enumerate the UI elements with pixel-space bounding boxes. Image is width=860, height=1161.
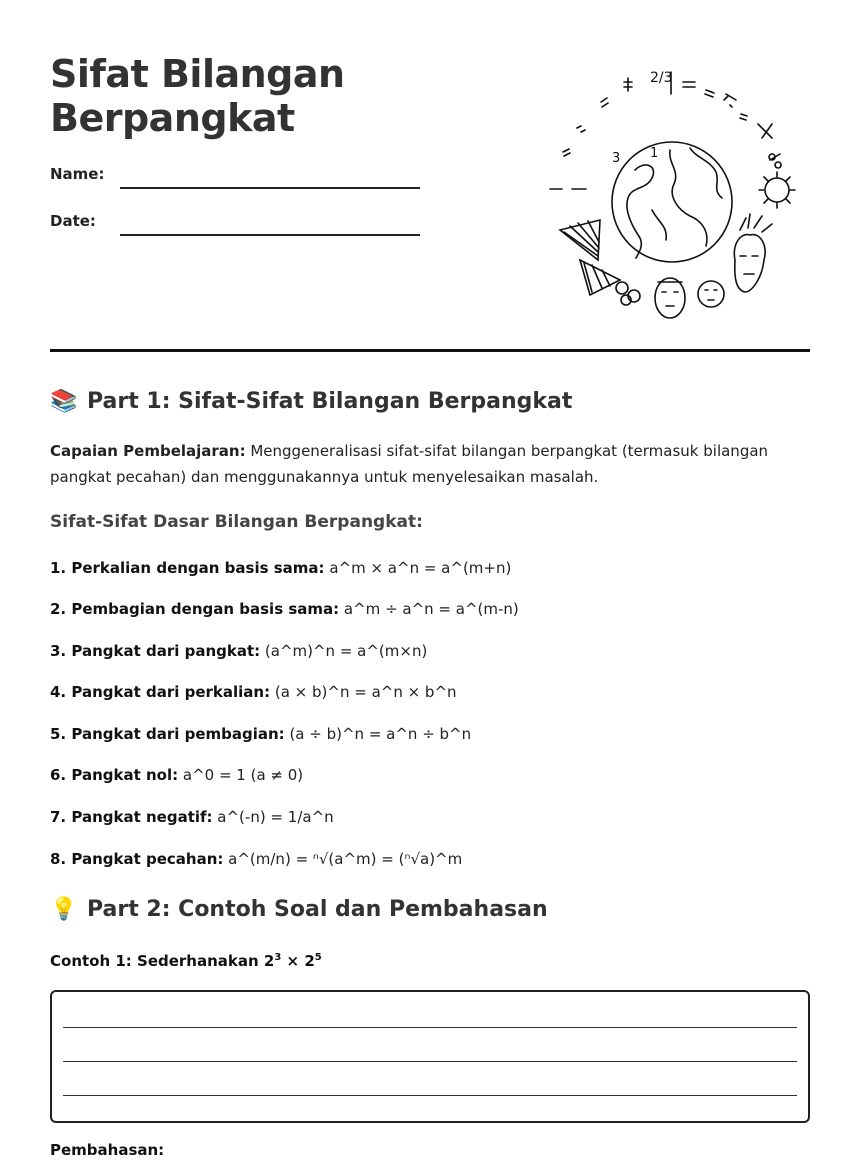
property-formula: (a × b)^n = a^n × b^n [270, 683, 457, 701]
part2-title: Part 2: Contoh Soal dan Pembahasan [87, 897, 548, 922]
property-label: 6. Pangkat nol: [50, 766, 179, 784]
example-1-mid: × 2 [281, 952, 315, 970]
header-divider [50, 349, 810, 352]
part2-heading [50, 897, 548, 922]
globe-icon [612, 142, 732, 262]
answer-box[interactable] [50, 990, 810, 1123]
numeral-label-1: 1 [650, 146, 659, 161]
answer-line[interactable] [63, 1061, 797, 1062]
property-label: 7. Pangkat negatif: [50, 808, 213, 826]
property-formula: a^0 = 1 (a ≠ 0) [178, 766, 304, 784]
answer-line[interactable] [63, 1095, 797, 1096]
fraction-label: 2/3 [650, 70, 673, 86]
example-1-exponent-a: 3 [274, 952, 282, 963]
property-formula: a^(m/n) = ⁿ√(a^m) = (ⁿ√a)^m [223, 850, 463, 868]
numeral-label-3: 3 [612, 151, 621, 166]
answer-line[interactable] [63, 1027, 797, 1028]
date-field[interactable] [120, 234, 420, 236]
property-item [50, 559, 511, 577]
property-item [50, 725, 471, 743]
property-item [50, 808, 334, 826]
part1-title: Part 1: Sifat-Sifat Bilangan Berpangkat [87, 389, 573, 414]
property-label: 5. Pangkat dari pembagian: [50, 725, 285, 743]
property-formula: a^m ÷ a^n = a^(m-n) [339, 600, 519, 618]
pembahasan-label: Pembahasan: [50, 1141, 165, 1159]
page-title [50, 52, 345, 140]
property-formula: a^m × a^n = a^(m+n) [324, 559, 512, 577]
capaian-text: Menggeneralisasi sifat-sifat bilangan berpangkat (termasuk bilangan pangkat pecahan) dan menggunakannya untuk menyelesaikan masalah. [50, 442, 769, 486]
globe-math-illustration [540, 60, 810, 325]
example-1-exponent-b: 5 [314, 952, 322, 963]
property-item [50, 642, 427, 660]
property-formula: (a^m)^n = a^(m×n) [260, 642, 428, 660]
property-label: 3. Pangkat dari pangkat: [50, 642, 261, 660]
title-line-2: Berpangkat [50, 96, 295, 140]
date-label: Date: [50, 212, 96, 230]
property-item [50, 600, 519, 618]
capaian-label: Capaian Pembelajaran: [50, 442, 246, 460]
title-line-1: Sifat Bilangan [50, 52, 345, 96]
property-item [50, 683, 457, 701]
property-formula: a^(-n) = 1/a^n [212, 808, 334, 826]
books-icon: 📚 [50, 389, 78, 414]
property-label: 2. Pembagian dengan basis sama: [50, 600, 340, 618]
name-label: Name: [50, 165, 105, 183]
part1-heading [50, 389, 572, 414]
property-label: 8. Pangkat pecahan: [50, 850, 224, 868]
name-field[interactable] [120, 187, 420, 189]
property-label: 4. Pangkat dari perkalian: [50, 683, 271, 701]
example-1-prefix: Contoh 1: Sederhanakan 2 [50, 952, 275, 970]
property-item [50, 766, 303, 784]
properties-subheading: Sifat-Sifat Dasar Bilangan Berpangkat: [50, 512, 423, 532]
example-1-prompt [50, 952, 322, 970]
lightbulb-icon: 💡 [50, 897, 78, 922]
property-item [50, 850, 462, 868]
property-label: 1. Perkalian dengan basis sama: [50, 559, 325, 577]
learning-objective [50, 438, 810, 490]
property-formula: (a ÷ b)^n = a^n ÷ b^n [284, 725, 472, 743]
